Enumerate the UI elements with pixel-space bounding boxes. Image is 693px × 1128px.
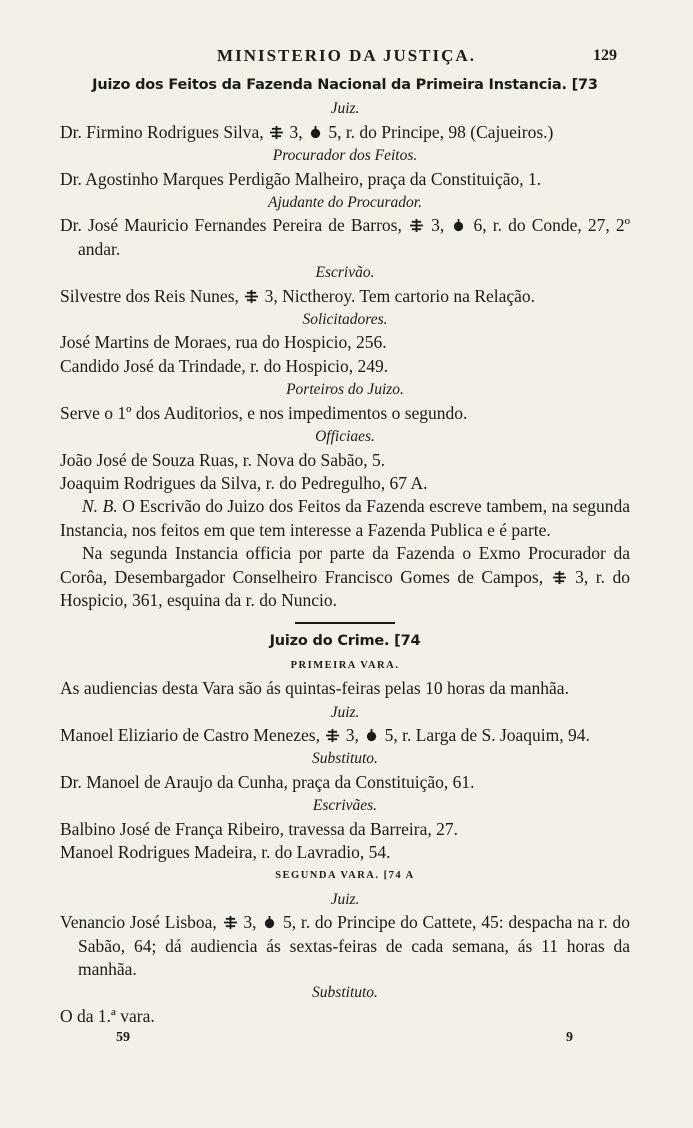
list-item: Manoel Rodrigues Madeira, r. do Lavradio, 54. [60,842,391,862]
rose-insignia-icon [263,916,276,929]
entry-juiz: Venancio José Lisboa, 3, 5, r. do Principe do Cattete, 45: despacha na r. do Sabão, 64; dá audiencia ás sextas-feiras de cada semana, ás 11 horas da manhãa. [60,912,630,980]
cross-insignia-icon [224,916,237,929]
caption-juiz: Juiz. [330,703,360,721]
caption-escrivaes: Escrivães. [312,797,378,815]
subsection-segunda-vara: SEGUNDA VARA. [74 A [275,870,415,882]
caption-juiz: Juiz. [330,890,360,908]
cross-insignia-icon [245,290,258,303]
cross-insignia-icon [410,219,423,232]
caption-escrivao: Escrivão. [315,264,375,282]
subsection-primeira-vara: PRIMEIRA VARA. [290,659,400,671]
rose-insignia-icon [309,126,322,139]
entry-juiz: Dr. Firmino Rodrigues Silva, 3, 5, r. do Principe, 98 (Cajueiros.) [60,121,554,142]
section-divider [295,622,395,624]
cross-insignia-icon [326,729,339,742]
running-title: MINISTERIO DA JUSTIÇA. [217,46,476,65]
caption-substituto: Substituto. [312,984,378,1002]
gathering-mark: 9 [566,1030,573,1045]
entry-juiz: Manoel Eliziario de Castro Menezes, 3, 5, r. Larga de S. Joaquim, 94. [60,724,590,745]
caption-juiz: Juiz. [330,100,360,118]
nota-bene: N. B. O Escrivão do Juizo dos Feitos da Fazenda escreve tambem, na segunda Instancia, nos feitos em que tem interesse a Fazenda Publica e é parte. [60,496,630,540]
page-header [0,44,693,70]
cross-insignia-icon [553,571,566,584]
list-item: João José de Souza Ruas, r. Nova do Sabão, 5. [60,449,386,470]
cross-insignia-icon [270,126,283,139]
entry-audiencias: As audiencias desta Vara são ás quintas-feiras pelas 10 horas da manhãa. [60,678,569,699]
section-title-crime: Juizo do Crime. [74 [269,633,421,650]
entry-substituto: Dr. Manoel de Araujo da Cunha, praça da Constituição, 61. [60,771,475,792]
list-item: Balbino José de França Ribeiro, travessa da Barreira, 27. [60,818,458,839]
list-item: José Martins de Moraes, rua do Hospicio, 256. [60,332,387,353]
rose-insignia-icon [365,729,378,742]
rose-insignia-icon [452,219,465,232]
segunda-instancia-note: Na segunda Instancia officia por parte da Fazenda o Exmo Procurador da Corôa, Desembargador Conselheiro Francisco Gomes de Campos, 3, r. do Hospicio, 361, esquina da r. do Nuncio. [60,543,631,610]
signature-mark: 59 [116,1030,130,1045]
caption-porteiros: Porteiros do Juizo. [286,381,404,399]
entry-porteiros: Serve o 1º dos Auditorios, e nos impedimentos o segundo. [60,402,468,423]
caption-procurador: Procurador dos Feitos. [272,147,418,165]
caption-officiaes: Officiaes. [315,428,375,446]
entry-substituto: O da 1.ª vara. [60,1005,155,1026]
list-item: Joaquim Rodrigues da Silva, r. do Pedregulho, 67 A. [60,472,428,493]
page-footer [0,1030,693,1054]
entry-procurador: Dr. Agostinho Marques Perdigão Malheiro, praça da Constituição, 1. [60,168,542,189]
caption-solicitadores: Solicitadores. [302,311,388,329]
list-item: Candido José da Trindade, r. do Hospicio, 249. [60,355,389,376]
caption-ajudante: Ajudante do Procurador. [268,194,422,212]
entry-ajudante: Dr. José Mauricio Fernandes Pereira de Barros, 3, 6, r. do Conde, 27, 2º andar. [60,215,631,259]
section-title-feitos: Juizo dos Feitos da Fazenda Nacional da Primeira Instancia. [73 [92,77,598,93]
page-body [60,74,630,1028]
entry-escrivao: Silvestre dos Reis Nunes, 3, Nictheroy. Tem cartorio na Relação. [60,285,536,306]
caption-substituto: Substituto. [312,750,378,768]
page-number: 129 [593,47,617,64]
